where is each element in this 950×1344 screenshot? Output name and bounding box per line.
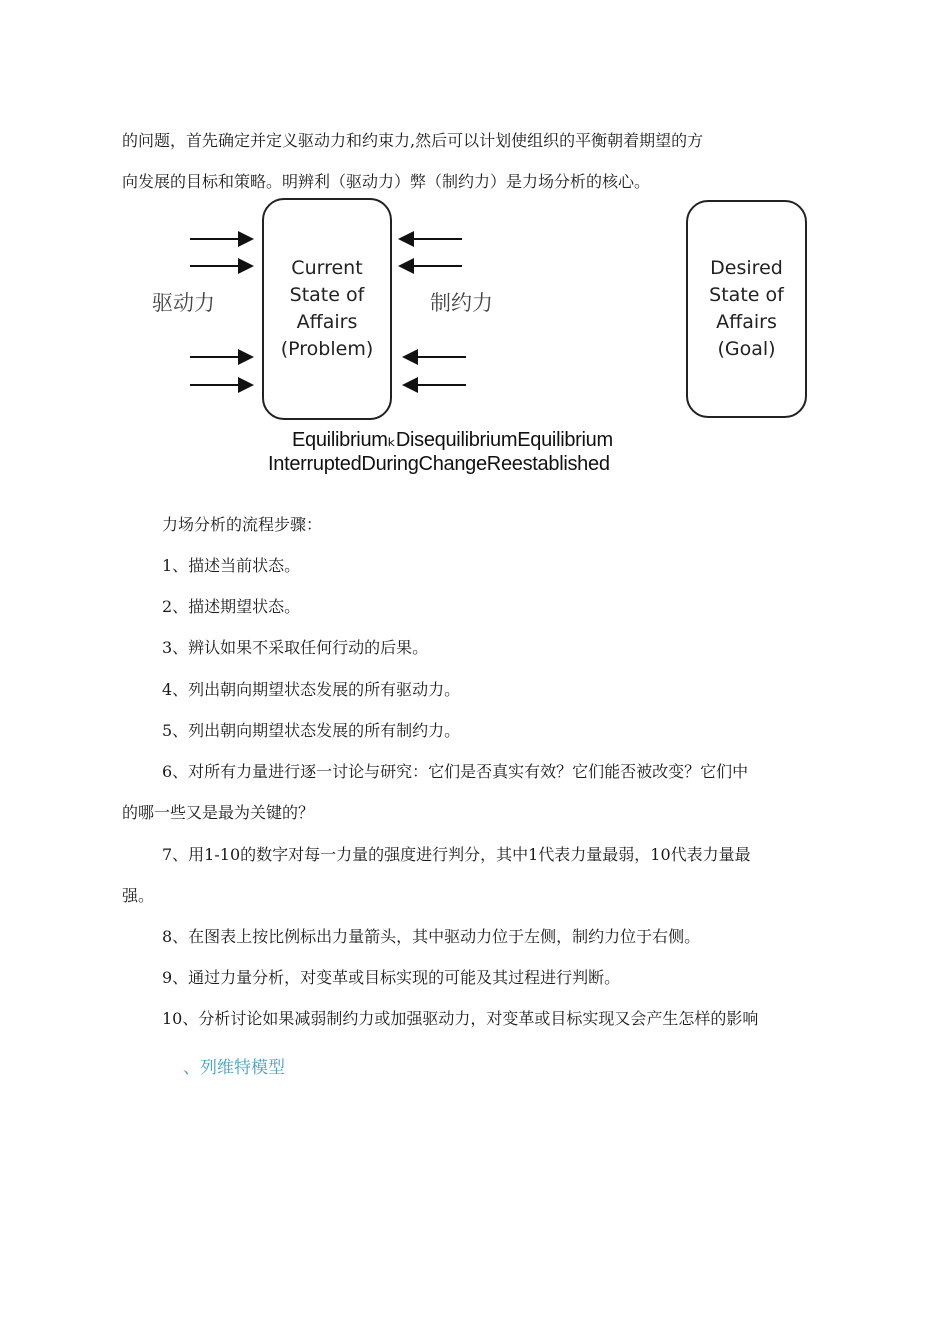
diagram-caption-line-2: InterruptedDuringChangeReestablished [268, 453, 610, 475]
current-state-box: Current State of Affairs (Problem) [262, 198, 392, 420]
step-item: 6、对所有力量进行逐一讨论与研究：它们是否真实有效？它们能否被改变？它们中 [162, 762, 749, 781]
section-link-leavitt-model[interactable]: 、列维特模型 [183, 1058, 285, 1078]
diagram-caption-line-1: EquilibriumₖDisequilibriumEquilibrium [292, 429, 613, 451]
step-item-continuation: 强。 [122, 886, 155, 905]
desired-state-box: Desired State of Affairs (Goal) [686, 200, 807, 418]
step-item-continuation: 的哪一些又是最为关键的？ [122, 803, 315, 822]
force-arrows [0, 0, 950, 480]
step-item: 10、分析讨论如果减弱制约力或加强驱动力，对变革或目标实现又会产生怎样的影响 [162, 1009, 759, 1028]
step-item: 9、通过力量分析，对变革或目标实现的可能及其过程进行判断。 [162, 968, 621, 987]
step-item: 3、辨认如果不采取任何行动的后果。 [162, 638, 429, 657]
step-item: 2、描述期望状态。 [162, 597, 301, 616]
steps-heading: 力场分析的流程步骤： [162, 515, 323, 534]
step-item: 8、在图表上按比例标出力量箭头，其中驱动力位于左侧，制约力位于右侧。 [162, 927, 701, 946]
step-item: 5、列出朝向期望状态发展的所有制约力。 [162, 721, 461, 740]
intro-line-2: 向发展的目标和策略。明辨利（驱动力）弊（制约力）是力场分析的核心。 [122, 172, 651, 191]
step-item: 1、描述当前状态。 [162, 556, 301, 575]
step-item: 4、列出朝向期望状态发展的所有驱动力。 [162, 680, 461, 699]
driving-force-label: 驱动力 [152, 291, 215, 315]
intro-line-1: 的问题，首先确定并定义驱动力和约束力,然后可以计划使组织的平衡朝着期望的方 [122, 131, 704, 150]
restraining-force-label: 制约力 [430, 291, 493, 315]
step-item: 7、用1-10的数字对每一力量的强度进行判分，其中1代表力量最弱，10代表力量最 [162, 845, 751, 864]
